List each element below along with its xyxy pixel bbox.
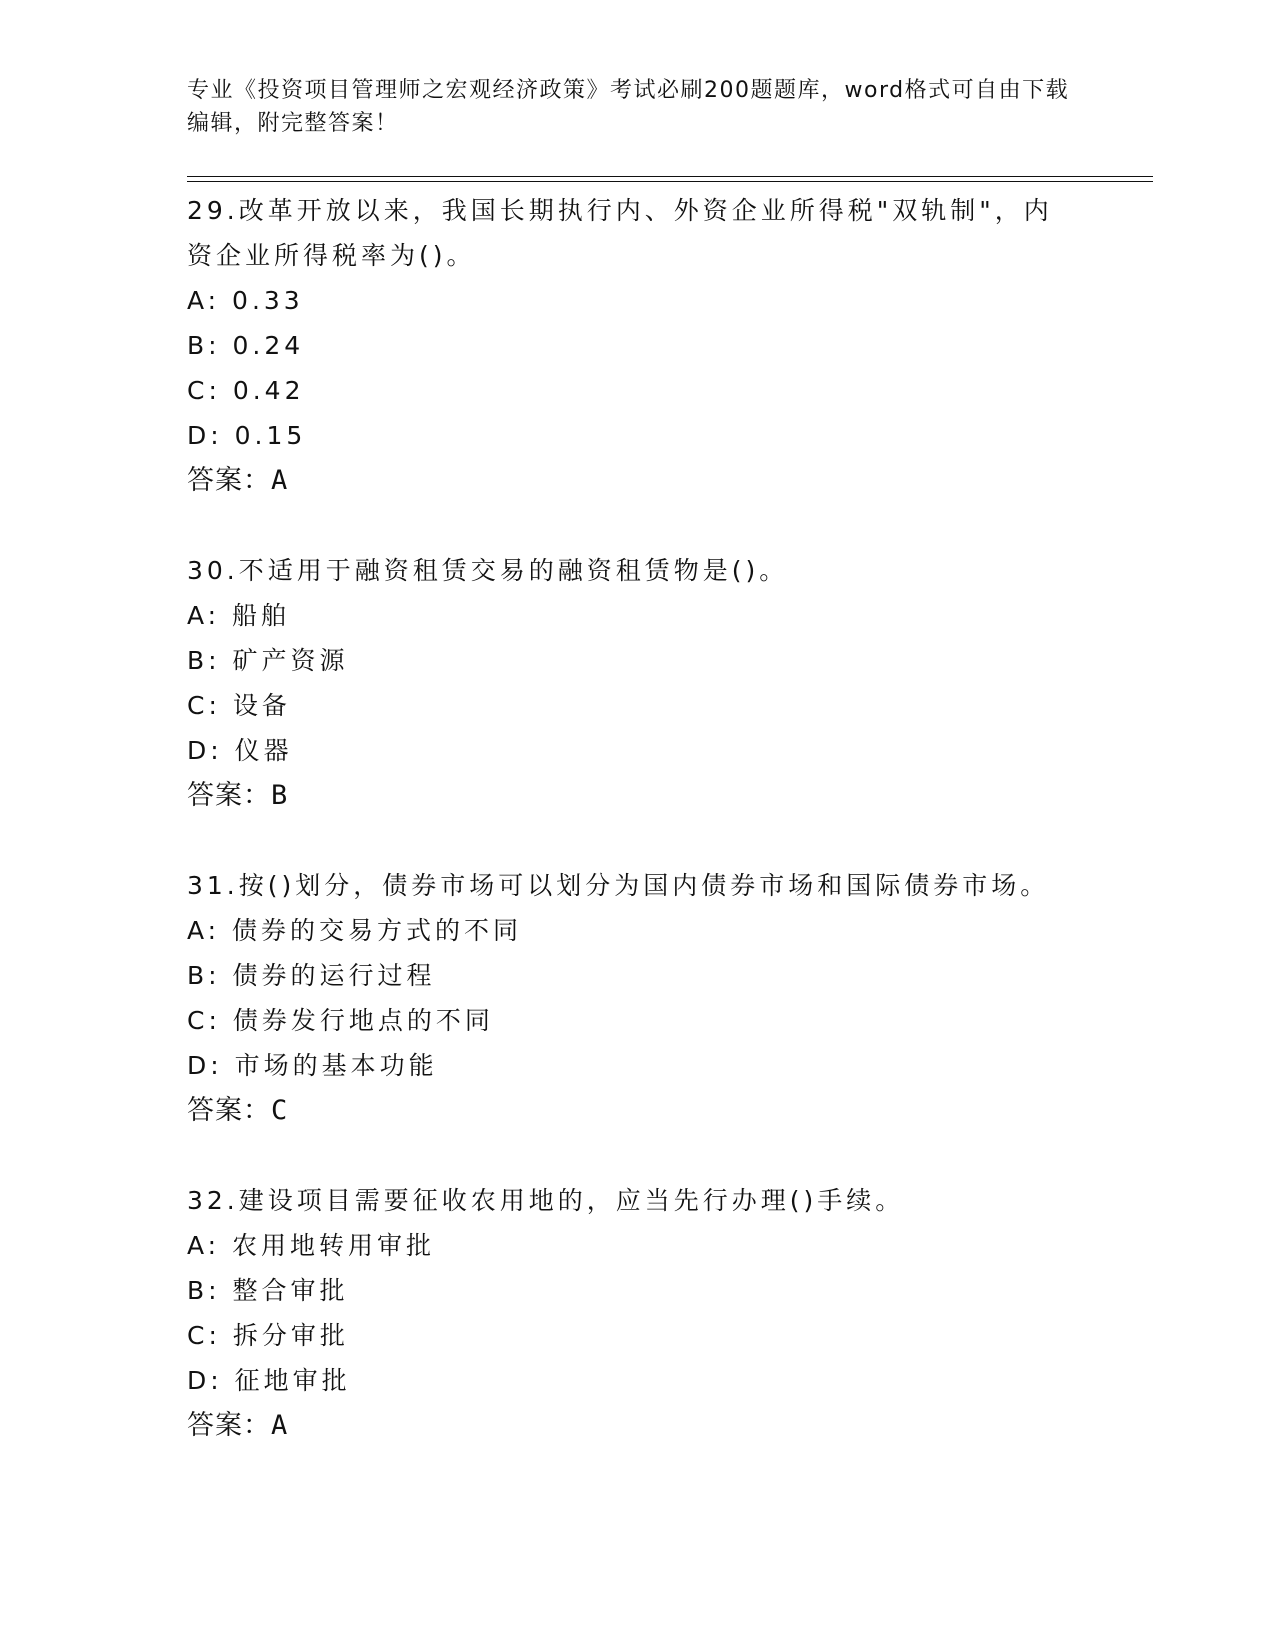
answer-label: 答案： — [187, 465, 271, 496]
answer-line — [187, 458, 1077, 503]
answer-label: 答案： — [187, 1095, 271, 1126]
question-stem: 30.不适用于融资租赁交易的融资租赁物是()。 — [187, 556, 789, 585]
header-divider-bottom — [187, 181, 1153, 182]
question-spacer — [187, 1133, 1077, 1178]
answer-value: A — [271, 1410, 289, 1441]
option-b: B: 0.24 — [187, 331, 305, 360]
question-30 — [187, 548, 1077, 863]
option-c: C: 拆分审批 — [187, 1321, 349, 1350]
answer-line — [187, 1403, 1077, 1448]
answer-line — [187, 1088, 1077, 1133]
option-d: D: 征地审批 — [187, 1366, 351, 1395]
answer-line — [187, 773, 1077, 818]
question-32 — [187, 1178, 1077, 1448]
question-stem: 29.改革开放以来，我国长期执行内、外资企业所得税"双轨制"，内资企业所得税率为()。 — [187, 196, 1053, 270]
answer-value: A — [271, 465, 289, 496]
question-spacer — [187, 818, 1077, 863]
option-c: C: 债券发行地点的不同 — [187, 1006, 494, 1035]
answer-value: C — [271, 1095, 289, 1126]
answer-label: 答案： — [187, 780, 271, 811]
option-a: A: 农用地转用审批 — [187, 1231, 436, 1260]
option-a: A: 0.33 — [187, 286, 304, 315]
option-c: C: 0.42 — [187, 376, 305, 405]
question-stem: 31.按()划分，债券市场可以划分为国内债券市场和国际债券市场。 — [187, 871, 1050, 900]
answer-value: B — [271, 780, 289, 811]
option-b: B: 整合审批 — [187, 1276, 349, 1305]
question-stem: 32.建设项目需要征收农用地的，应当先行办理()手续。 — [187, 1186, 905, 1215]
option-d: D: 0.15 — [187, 421, 307, 450]
header-divider-top — [187, 176, 1153, 177]
answer-label: 答案： — [187, 1410, 271, 1441]
question-31 — [187, 863, 1077, 1178]
question-list — [187, 188, 1077, 1448]
option-b: B: 矿产资源 — [187, 646, 349, 675]
document-header: 专业《投资项目管理师之宏观经济政策》考试必刷200题题库，word格式可自由下载编辑，附完整答案！ — [187, 78, 1070, 136]
option-a: A: 船舶 — [187, 601, 291, 630]
option-d: D: 仪器 — [187, 736, 293, 765]
option-a: A: 债券的交易方式的不同 — [187, 916, 523, 945]
option-b: B: 债券的运行过程 — [187, 961, 436, 990]
option-c: C: 设备 — [187, 691, 291, 720]
option-d: D: 市场的基本功能 — [187, 1051, 438, 1080]
question-spacer — [187, 503, 1077, 548]
question-29 — [187, 188, 1077, 548]
